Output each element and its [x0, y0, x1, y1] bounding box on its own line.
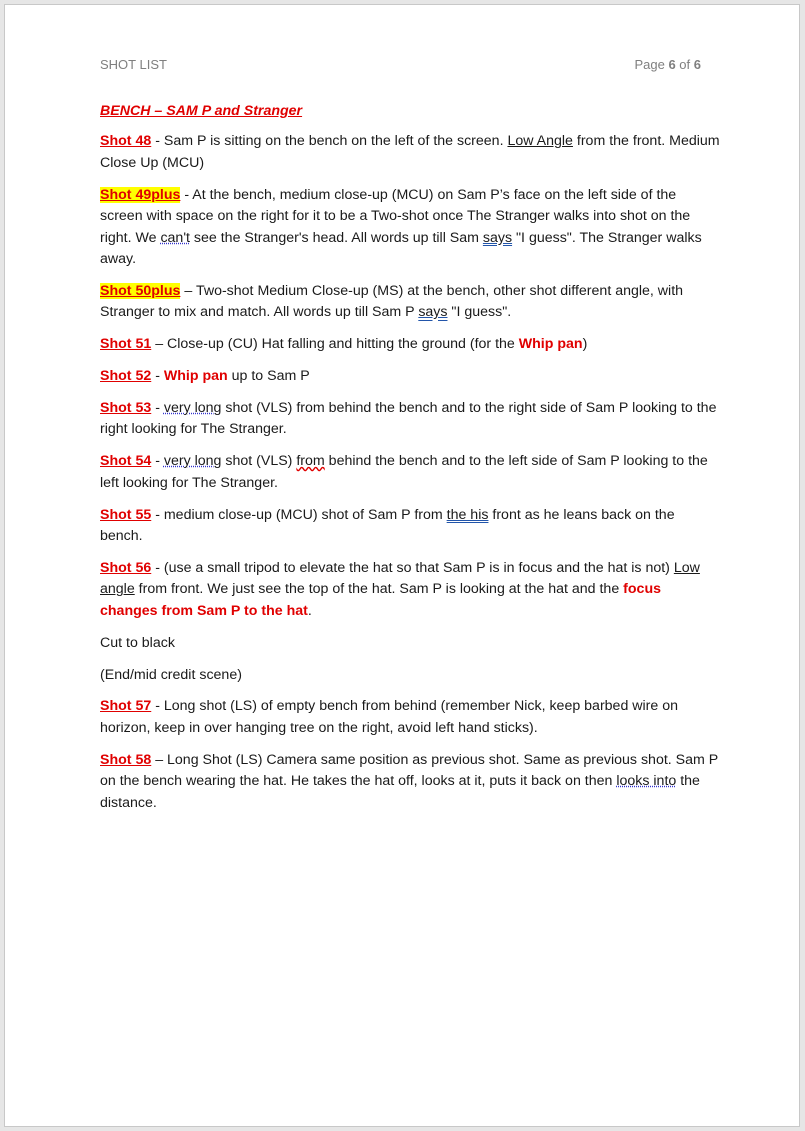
shot-49: Shot 49plus - At the bench, medium close-up (MCU) on Sam P’s face on the left side of the screen with space on the right for it to be a Two-shot once The Stranger walks into shot on the right. We can't see the Stranger's head. All words up till Sam says "I guess". The Stranger walks away.: [100, 186, 702, 267]
shot-label: Shot 49plus: [100, 186, 181, 203]
shot-48: Shot 48 - Sam P is sitting on the bench on the left of the screen. Low Angle from the front. Medium Close Up (MCU): [100, 133, 720, 171]
document-body: [100, 101, 720, 824]
shot-label: Shot 57: [100, 698, 152, 715]
shot-label: Shot 55: [100, 506, 152, 523]
section-title: BENCH – SAM P and Stranger: [100, 103, 303, 119]
shot-label: Shot 54: [100, 453, 152, 470]
page-number: Page 6 of 6: [634, 57, 701, 72]
shot-56: Shot 56 - (use a small tripod to elevate the hat so that Sam P is in focus and the hat is not) Low angle from front. We just see the top of the hat. Sam P is looking at the hat and the focus changes from Sam P to the hat.: [100, 559, 700, 619]
shot-53: Shot 53 - very long shot (VLS) from behind the bench and to the right side of Sam P looking to the right looking for The Stranger.: [100, 399, 717, 438]
shot-label: Shot 56: [100, 559, 152, 576]
document-page: [4, 4, 800, 1127]
shot-label: Shot 52: [100, 368, 152, 385]
shot-label: Shot 51: [100, 336, 152, 353]
shot-54: Shot 54 - very long shot (VLS) from behind the bench and to the left side of Sam P looking to the left looking for The Stranger.: [100, 453, 708, 491]
shot-58: Shot 58 – Long Shot (LS) Camera same position as previous shot. Same as previous shot. Sam P on the bench wearing the hat. He takes the hat off, looks at it, puts it back on then looks into the distance.: [100, 751, 718, 811]
shot-50: Shot 50plus – Two-shot Medium Close-up (MS) at the bench, other shot different angle, with Stranger to mix and match. All words up till Sam P says "I guess".: [100, 282, 684, 321]
cut-to-black: Cut to black: [100, 634, 175, 651]
shot-label: Shot 53: [100, 399, 152, 416]
shot-57: Shot 57 - Long shot (LS) of empty bench from behind (remember Nick, keep barbed wire on horizon, keep in over hanging tree on the right, avoid left hand sticks).: [100, 698, 679, 736]
shot-52: Shot 52 - Whip pan up to Sam P: [100, 368, 310, 385]
shot-label: Shot 50plus: [100, 282, 181, 299]
shot-label: Shot 48: [100, 133, 152, 150]
shot-51: Shot 51 – Close-up (CU) Hat falling and hitting the ground (for the Whip pan): [100, 336, 588, 353]
shot-55: Shot 55 - medium close-up (MCU) shot of Sam P from the his front as he leans back on the bench.: [100, 506, 675, 544]
shot-label: Shot 58: [100, 751, 152, 768]
credit-scene-note: (End/mid credit scene): [100, 666, 242, 683]
header-title: SHOT LIST: [100, 57, 167, 72]
